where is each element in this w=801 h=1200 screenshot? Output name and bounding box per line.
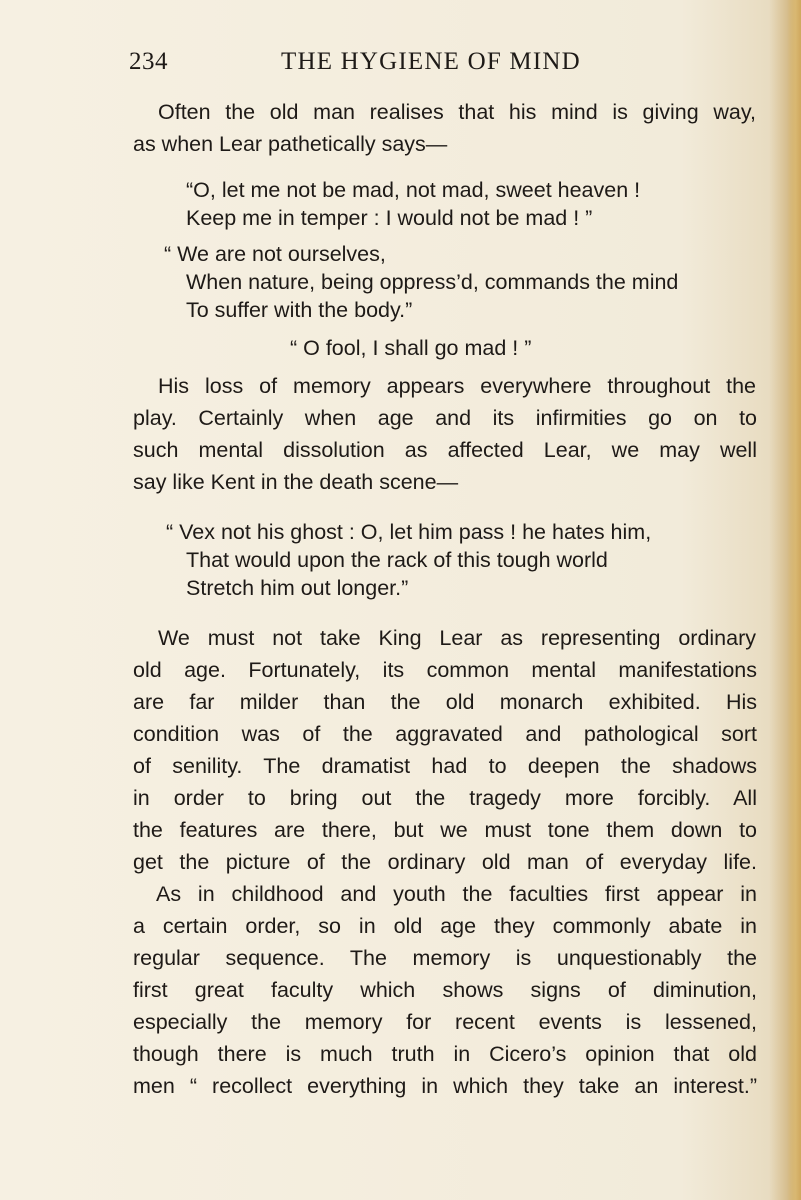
paragraph-line: say like Kent in the death scene— <box>133 470 459 494</box>
paragraph-line: condition was of the aggravated and pathological sort <box>133 722 757 746</box>
paragraph-line: As in childhood and youth the faculties first appear in <box>156 882 757 906</box>
paragraph-line: old age. Fortunately, its common mental manifestations <box>133 658 757 682</box>
paragraph-line: play. Certainly when age and its infirmities go on to <box>133 406 757 430</box>
paragraph-line: especially the memory for recent events is lessened, <box>133 1010 757 1034</box>
paragraph-line: His loss of memory appears everywhere throughout the <box>158 374 756 398</box>
quote-line: “ We are not ourselves, <box>164 242 386 266</box>
running-header <box>129 48 729 88</box>
quote-line: “ O fool, I shall go mad ! ” <box>290 336 532 360</box>
quote-line: When nature, being oppress’d, commands the mind <box>186 270 679 294</box>
paragraph-line: in order to bring out the tragedy more forcibly. All <box>133 786 757 810</box>
paragraph-line: first great faculty which shows signs of diminution, <box>133 978 757 1002</box>
paragraph-line: are far milder than the old monarch exhibited. His <box>133 690 757 714</box>
paragraph-line: the features are there, but we must tone them down to <box>133 818 757 842</box>
running-title: THE HYGIENE OF MIND <box>281 48 581 75</box>
quote-line: To suffer with the body.” <box>186 298 413 322</box>
paragraph-line: Often the old man realises that his mind is giving way, <box>158 100 756 124</box>
paragraph-line: regular sequence. The memory is unquestionably the <box>133 946 757 970</box>
paragraph-line: though there is much truth in Cicero’s opinion that old <box>133 1042 757 1066</box>
paragraph-line: men “ recollect everything in which they take an interest.” <box>133 1074 757 1098</box>
paragraph-line: get the picture of the ordinary old man of everyday life. <box>133 850 757 874</box>
quote-line: “ Vex not his ghost : O, let him pass ! he hates him, <box>166 520 652 544</box>
quote-line: Keep me in temper : I would not be mad ! ” <box>186 206 593 230</box>
paragraph-line: of senility. The dramatist had to deepen the shadows <box>133 754 757 778</box>
quote-line: “O, let me not be mad, not mad, sweet heaven ! <box>186 178 641 202</box>
paragraph-line: as when Lear pathetically says— <box>133 132 448 156</box>
paragraph-line: a certain order, so in old age they commonly abate in <box>133 914 757 938</box>
paragraph-line: such mental dissolution as affected Lear, we may well <box>133 438 757 462</box>
quote-line: Stretch him out longer.” <box>186 576 409 600</box>
paragraph-line: We must not take King Lear as representing ordinary <box>158 626 756 650</box>
quote-line: That would upon the rack of this tough world <box>186 548 608 572</box>
page-number: 234 <box>129 48 168 75</box>
page-edge <box>787 0 801 1200</box>
